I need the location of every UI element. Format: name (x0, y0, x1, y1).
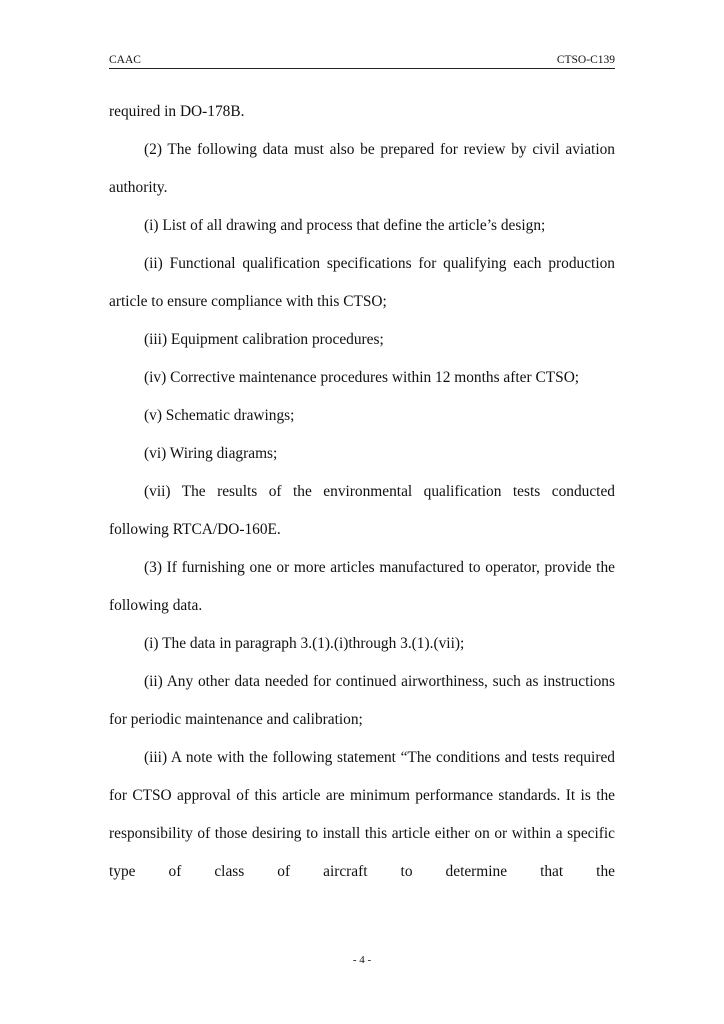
page-footer (0, 954, 724, 966)
paragraph: (2) The following data must also be prepared for review by civil aviation authority. (109, 141, 615, 196)
paragraph: (iv) Corrective maintenance procedures within 12 months after CTSO; (144, 369, 580, 386)
paragraph: (iii) Equipment calibration procedures; (144, 331, 384, 348)
paragraph: (3) If furnishing one or more articles manufactured to operator, provide the following data. (109, 559, 615, 614)
paragraph: (iii) A note with the following statement “The conditions and tests required for CTSO approval of this article are minimum performance standards. It is the responsibility of those desiring to install this article either on or within a specific type of class of aircraft to determine that the (109, 749, 615, 880)
paragraph: (vi) Wiring diagrams; (144, 445, 278, 462)
paragraph: (i) List of all drawing and process that define the article’s design; (144, 217, 546, 234)
paragraph: (vii) The results of the environmental qualification tests conducted following RTCA/DO-160E. (109, 483, 615, 538)
paragraph: (ii) Functional qualification specifications for qualifying each production article to ensure compliance with this CTSO; (109, 255, 615, 310)
page-number: - 4 - (352, 954, 372, 966)
paragraph: required in DO-178B. (109, 103, 245, 120)
header-org: CAAC (109, 54, 141, 66)
paragraph: (ii) Any other data needed for continued airworthiness, such as instructions for periodic maintenance and calibration; (109, 673, 615, 728)
paragraph: (i) The data in paragraph 3.(1).(i)through 3.(1).(vii); (144, 635, 465, 652)
paragraph: (v) Schematic drawings; (144, 407, 295, 424)
document-body (109, 93, 615, 891)
header-doc-id: CTSO-C139 (556, 54, 615, 66)
page-header (109, 54, 615, 69)
